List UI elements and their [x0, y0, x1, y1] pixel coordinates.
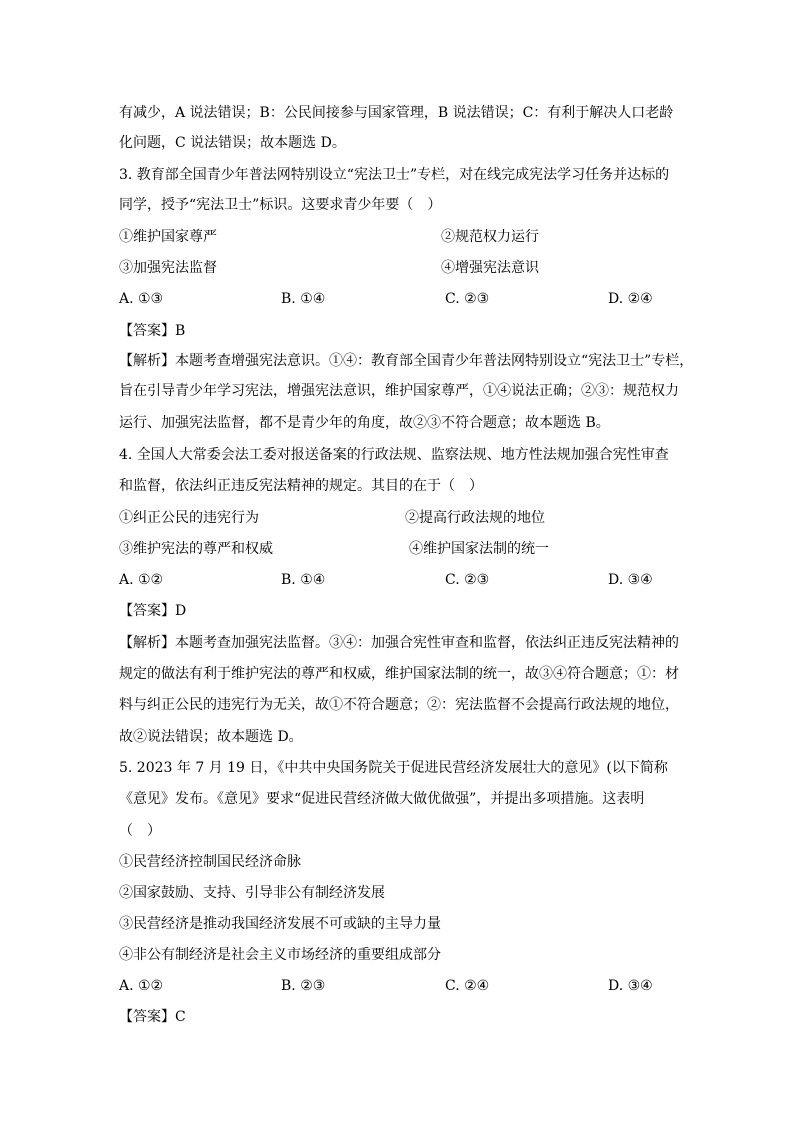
- q3-statement-4: ④增强宪法意识: [441, 260, 539, 276]
- q3-answer: 【答案】B: [119, 323, 186, 339]
- q4-statement-4: ④维护国家法制的统一: [409, 541, 549, 557]
- question-4-stem: 4. 全国人大常委会法工委对报送备案的行政法规、监察法规、地方性法规加强合宪性审查: [119, 447, 669, 463]
- q4-analysis: 【解析】本题考查加强宪法监督。③④：加强合宪性审查和监督，依法纠正违反宪法精神的: [119, 635, 679, 651]
- q5-choice-c: C. ②④: [445, 978, 490, 994]
- q4-choice-b: B. ①④: [281, 572, 326, 588]
- q3-analysis: 运行、加强宪法监督，都不是青少年的角度，故②③不符合题意；故本题选 B。: [119, 415, 610, 431]
- q5-answer: 【答案】C: [119, 1009, 186, 1025]
- q4-statement-1: ①纠正公民的违宪行为: [119, 510, 259, 526]
- question-5-stem: （ ）: [119, 823, 161, 839]
- question-5-stem: 《意见》发布。《意见》要求“促进民营经济做大做优做强”，并提出多项措施。这表明: [119, 791, 645, 807]
- q4-analysis: 料与纠正公民的违宪行为无关，故①不符合题意；②：宪法监督不会提高行政法规的地位，: [119, 697, 679, 713]
- q4-statement-3: ③维护宪法的尊严和权威: [119, 541, 273, 557]
- q3-choice-c: C. ②③: [445, 291, 490, 307]
- q3-choice-b: B. ①④: [281, 291, 326, 307]
- q3-choice-a: A. ①③: [119, 291, 164, 307]
- q5-choice-b: B. ②③: [281, 978, 326, 994]
- q3-statement-3: ③加强宪法监督: [119, 260, 217, 276]
- q3-analysis: 【解析】本题考查增强宪法意识。①④：教育部全国青少年普法网特别设立“宪法卫士”专栏，: [119, 353, 694, 369]
- question-3-stem: 同学，授予“宪法卫士”标识。这要求青少年要（ ）: [119, 197, 442, 213]
- question-5-stem: 5. 2023 年 7 月 19 日，《中共中央国务院关于促进民营经济发展壮大的意见》(以下简称: [119, 760, 668, 776]
- paragraph-line: 化问题，C 说法错误；故本题选 D。: [119, 135, 346, 151]
- q3-statement-2: ②规范权力运行: [441, 229, 539, 245]
- q4-analysis: 故②说法错误；故本题选 D。: [119, 729, 303, 745]
- q4-choice-c: C. ②③: [445, 572, 490, 588]
- q5-statement-1: ①民营经济控制国民经济命脉: [119, 854, 301, 870]
- q3-statement-1: ①维护国家尊严: [119, 229, 217, 245]
- q5-statement-2: ②国家鼓励、支持、引导非公有制经济发展: [119, 885, 385, 901]
- q4-choice-d: D. ③④: [608, 572, 653, 588]
- q5-choice-a: A. ①②: [119, 978, 164, 994]
- q5-statement-4: ④非公有制经济是社会主义市场经济的重要组成部分: [119, 947, 441, 963]
- question-4-stem: 和监督，依法纠正违反宪法精神的规定。其目的在于（ ）: [119, 478, 483, 494]
- q5-statement-3: ③民营经济是推动我国经济发展不可或缺的主导力量: [119, 916, 441, 932]
- q3-choice-d: D. ②④: [608, 291, 653, 307]
- q5-choice-d: D. ③④: [608, 978, 653, 994]
- q4-statement-2: ②提高行政法规的地位: [405, 510, 545, 526]
- paragraph-line: 有减少，A 说法错误；B：公民间接参与国家管理，B 说法错误；C：有利于解决人口老龄: [119, 105, 674, 121]
- q4-answer: 【答案】D: [119, 603, 187, 619]
- question-3-stem: 3. 教育部全国青少年普法网特别设立“宪法卫士”专栏，对在线完成宪法学习任务并达标的: [119, 167, 670, 183]
- q4-analysis: 规定的做法有利于维护宪法的尊严和权威，维护国家法制的统一，故③④符合题意；①：材: [119, 666, 679, 682]
- q4-choice-a: A. ①②: [119, 572, 164, 588]
- q3-analysis: 旨在引导青少年学习宪法，增强宪法意识，维护国家尊严，①④说法正确；②③：规范权力: [119, 383, 679, 399]
